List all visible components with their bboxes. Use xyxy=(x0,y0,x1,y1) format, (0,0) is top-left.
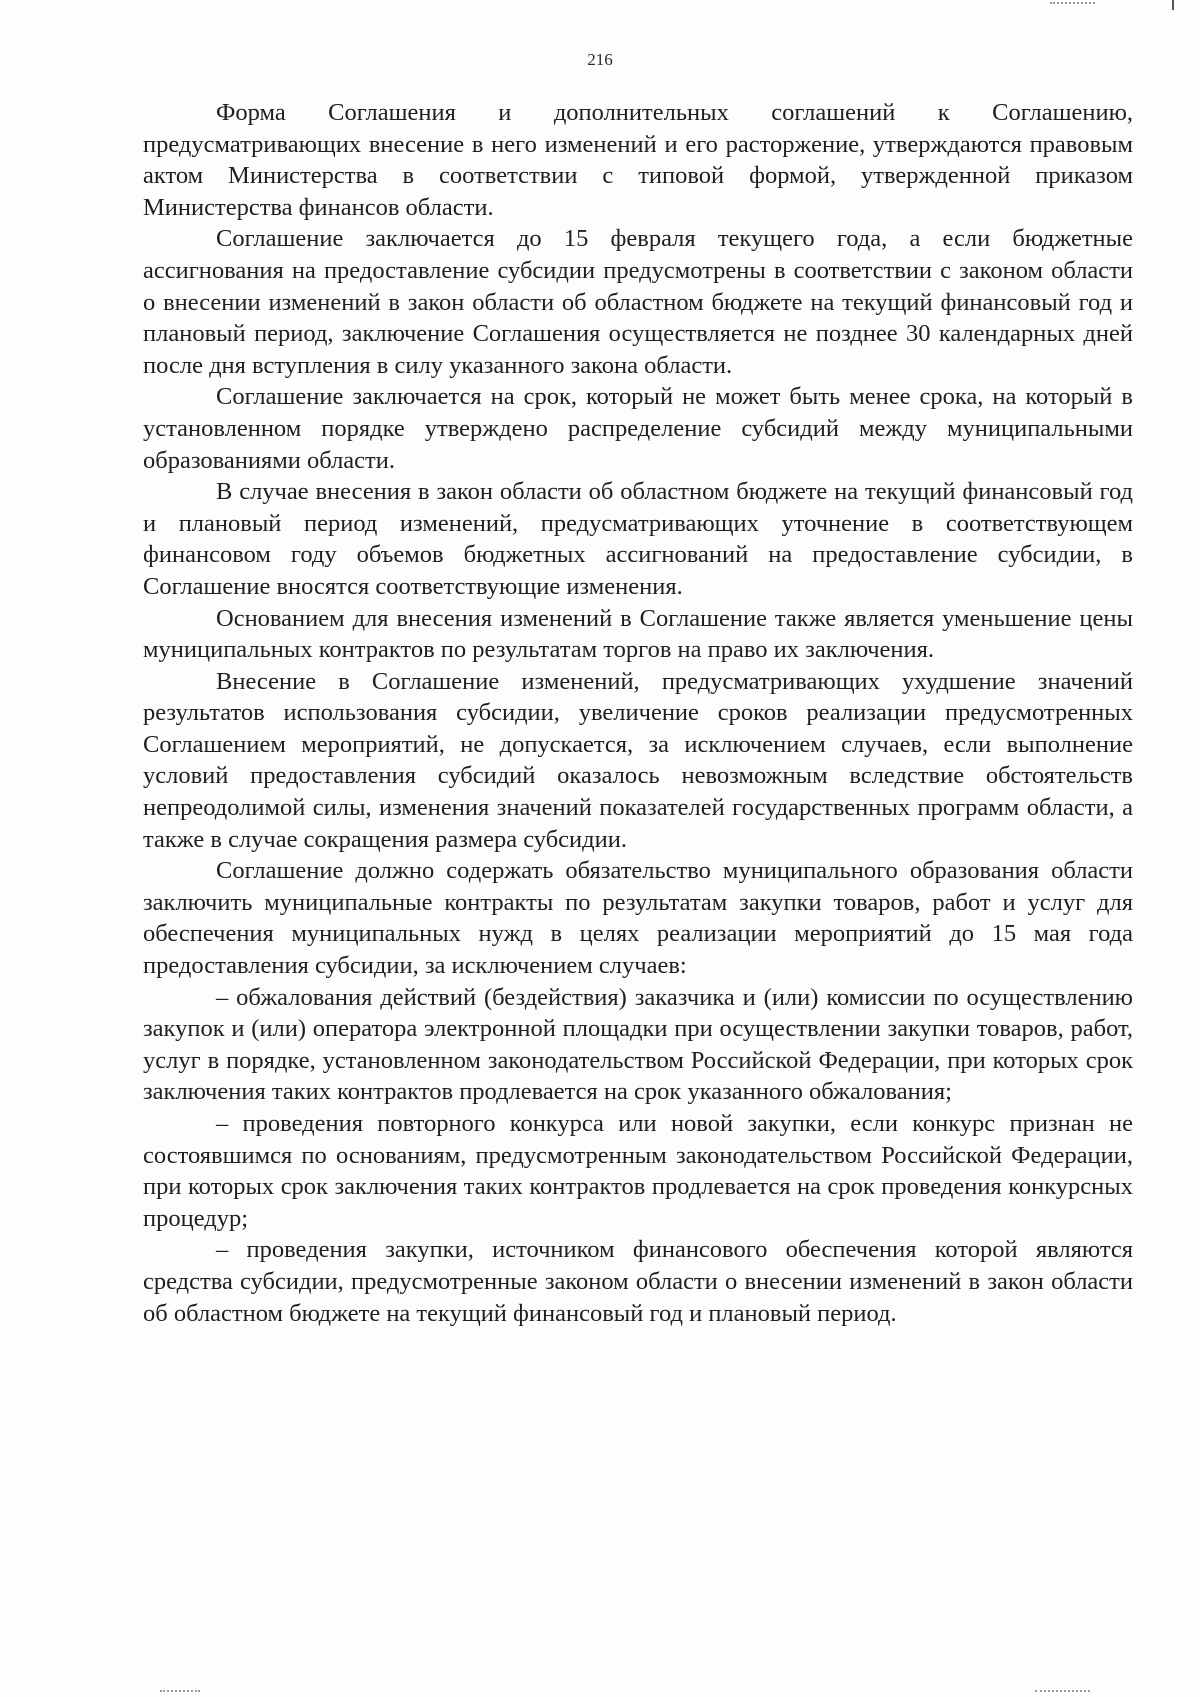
scan-artifact xyxy=(1172,0,1174,10)
scan-artifact xyxy=(1035,1690,1090,1693)
list-item: – проведения закупки, источником финансового обеспечения которой являются средства субсидии, предусмотренные законом области о внесении изменений в закон области об областном бюджете на текущий финансовый год и плановый период. xyxy=(143,1236,1133,1327)
paragraph: Основанием для внесения изменений в Соглашение также является уменьшение цены муниципальных контрактов по результатам торгов на право их заключения. xyxy=(143,604,1133,664)
list-item: – обжалования действий (бездействия) заказчика и (или) комиссии по осуществлению закупок и (или) оператора электронной площадки при осуществлении закупки товаров, работ, услуг в порядке, установленном законодательством Российской Федерации, при которых срок заключения таких контрактов продлевается на срок указанного обжалования; xyxy=(143,983,1133,1106)
scan-artifact xyxy=(160,1690,200,1693)
paragraph: Соглашение должно содержать обязательство муниципального образования области заключить муниципальные контракты по результатам закупки товаров, работ и услуг для обеспечения муниципальных нужд в целях реализации мероприятий до 15 мая года предоставления субсидии, за исключением случаев: xyxy=(143,857,1133,980)
paragraph: В случае внесения в закон области об областном бюджете на текущий финансовый год и плановый период изменений, предусматривающих уточнение в соответствующем финансовом году объемов бюджетных ассигнований на предоставление субсидии, в Соглашение вносятся соответствующие изменения. xyxy=(143,478,1133,600)
paragraph: Форма Соглашения и дополнительных соглашений к Соглашению, предусматривающих внесение в него изменений и его расторжение, утверждаются правовым актом Министерства в соответствии с типовой формой, утвержденной приказом Министерства финансов области. xyxy=(143,99,1133,221)
paragraph: Соглашение заключается до 15 февраля текущего года, а если бюджетные ассигнования на предоставление субсидии предусмотрены в соответствии с законом области о внесении изменений в закон области об областном бюджете на текущий финансовый год и плановый период, заключение Соглашения осуществляется не позднее 30 календарных дней после дня вступления в силу указанного закона области. xyxy=(143,225,1133,379)
page-number: 216 xyxy=(587,50,613,69)
document-body xyxy=(143,97,1133,1329)
paragraph: Соглашение заключается на срок, который не может быть менее срока, на который в установленном порядке утверждено распределение субсидий между муниципальными образованиями области. xyxy=(143,383,1133,474)
paragraph: Внесение в Соглашение изменений, предусматривающих ухудшение значений результатов использования субсидии, увеличение сроков реализации предусмотренных Соглашением мероприятий, не допускается, за исключением случаев, если выполнение условий предоставления субсидий оказалось невозможным вследствие обстоятельств непреодолимой силы, изменения значений показателей государственных программ области, а также в случае сокращения размера субсидии. xyxy=(143,667,1133,853)
list-item: – проведения повторного конкурса или новой закупки, если конкурс признан не состоявшимся по основаниям, предусмотренным законодательством Российской Федерации, при которых срок заключения таких контрактов продлевается на срок проведения конкурсных процедур; xyxy=(143,1110,1133,1232)
scan-artifact xyxy=(1050,2,1095,5)
